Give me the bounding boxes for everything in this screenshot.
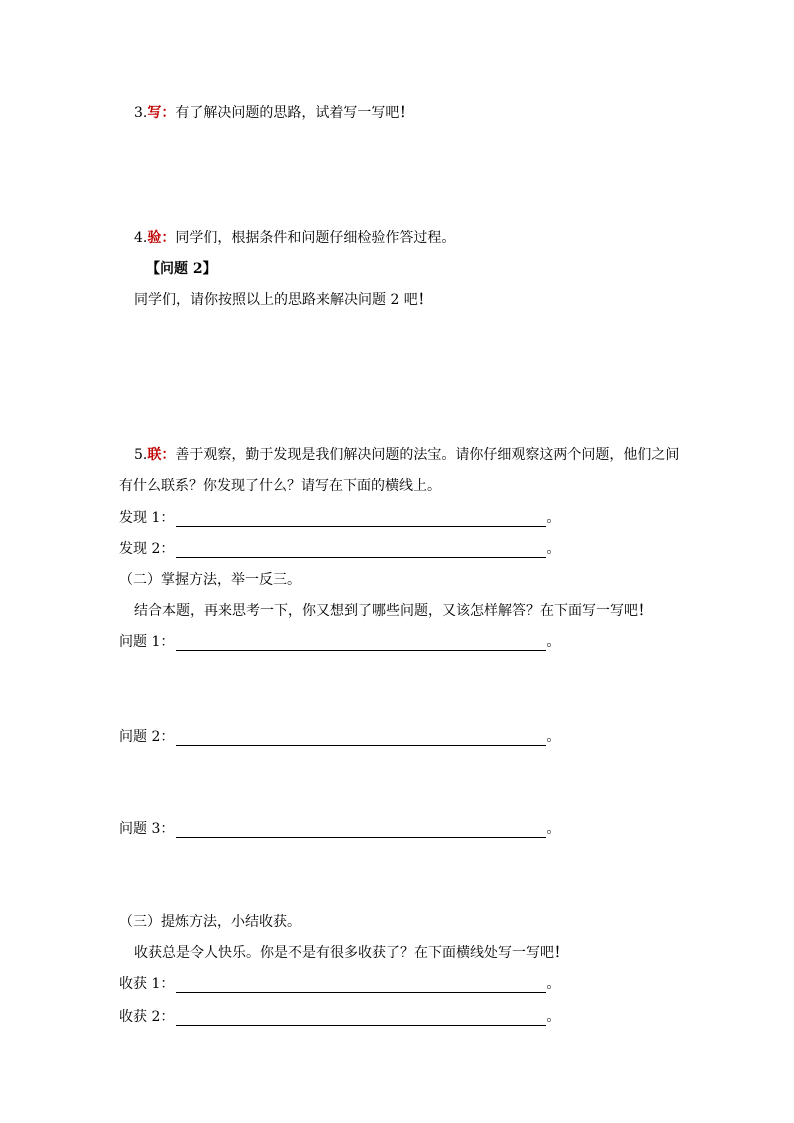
step3-colon: ： [161, 105, 176, 121]
step5-line1 [134, 446, 679, 464]
step5-colon: ： [161, 447, 176, 463]
step3-number: 3. [134, 105, 148, 121]
gain-2 [119, 1008, 560, 1026]
section3-line [134, 944, 568, 962]
problem2-line [134, 291, 432, 309]
step3-text: 有了解决问题的思路，试着写一写吧 [175, 105, 400, 121]
question-1-answer-line[interactable] [176, 636, 546, 651]
step3-keyword: 写 [147, 105, 162, 121]
question-1-end: 。 [546, 634, 561, 650]
section3-text: 收获总是令人快乐。你是不是有很多收获了？在下面横线处写一写吧 [134, 945, 554, 961]
discovery-1 [119, 509, 560, 527]
step3-line [134, 104, 413, 122]
question-3-answer-line[interactable] [176, 823, 546, 838]
section2-text: 结合本题，再来思考一下，你又想到了哪些问题，又该怎样解答？在下面写一写吧 [134, 603, 638, 619]
question-1 [119, 633, 560, 651]
step3-end: ！ [399, 105, 414, 121]
step5-line2: 有什么联系？你发现了什么？请写在下面的横线上。 [119, 478, 441, 494]
gain-1-label: 收获 1： [119, 976, 175, 992]
step4-keyword: 验 [147, 230, 162, 246]
discovery-1-answer-line[interactable] [176, 512, 546, 527]
question-1-label: 问题 1： [119, 634, 175, 650]
question-3-label: 问题 3： [119, 821, 175, 837]
gain-1 [119, 975, 560, 993]
problem2-heading: 【问题 2】 [146, 261, 217, 277]
question-2-label: 问题 2： [119, 729, 175, 745]
discovery-1-label: 发现 1： [119, 510, 175, 526]
step5-number: 5. [134, 447, 148, 463]
section2-line [134, 602, 652, 620]
section2-end: ！ [638, 603, 652, 619]
step4-text: 同学们，根据条件和问题仔细检验作答过程。 [175, 230, 456, 246]
gain-2-label: 收获 2： [119, 1009, 175, 1025]
question-3 [119, 820, 560, 838]
discovery-1-end: 。 [546, 510, 561, 526]
problem2-end: ！ [417, 292, 432, 308]
discovery-2-label: 发现 2： [119, 541, 175, 557]
discovery-2-answer-line[interactable] [176, 543, 546, 558]
problem2-text: 同学们，请你按照以上的思路来解决问题 2 吧 [134, 292, 418, 308]
gain-1-end: 。 [546, 976, 561, 992]
section3-heading: （三）提炼方法，小结收获。 [119, 914, 301, 930]
step5-text1: 善于观察，勤于发现是我们解决问题的法宝。请你仔细观察这两个问题，他们之间 [175, 447, 680, 463]
question-2-end: 。 [546, 729, 561, 745]
discovery-2-end: 。 [546, 541, 561, 557]
step4-number: 4. [134, 230, 148, 246]
gain-2-end: 。 [546, 1009, 561, 1025]
gain-2-answer-line[interactable] [176, 1011, 546, 1026]
discovery-2 [119, 540, 560, 558]
step4-line [134, 229, 455, 247]
section2-heading: （二）掌握方法，举一反三。 [119, 572, 301, 588]
section3-end: ！ [554, 945, 568, 961]
question-2 [119, 728, 560, 746]
step4-colon: ： [161, 230, 176, 246]
question-2-answer-line[interactable] [176, 731, 546, 746]
step5-keyword: 联 [147, 447, 162, 463]
gain-1-answer-line[interactable] [176, 978, 546, 993]
question-3-end: 。 [546, 821, 561, 837]
